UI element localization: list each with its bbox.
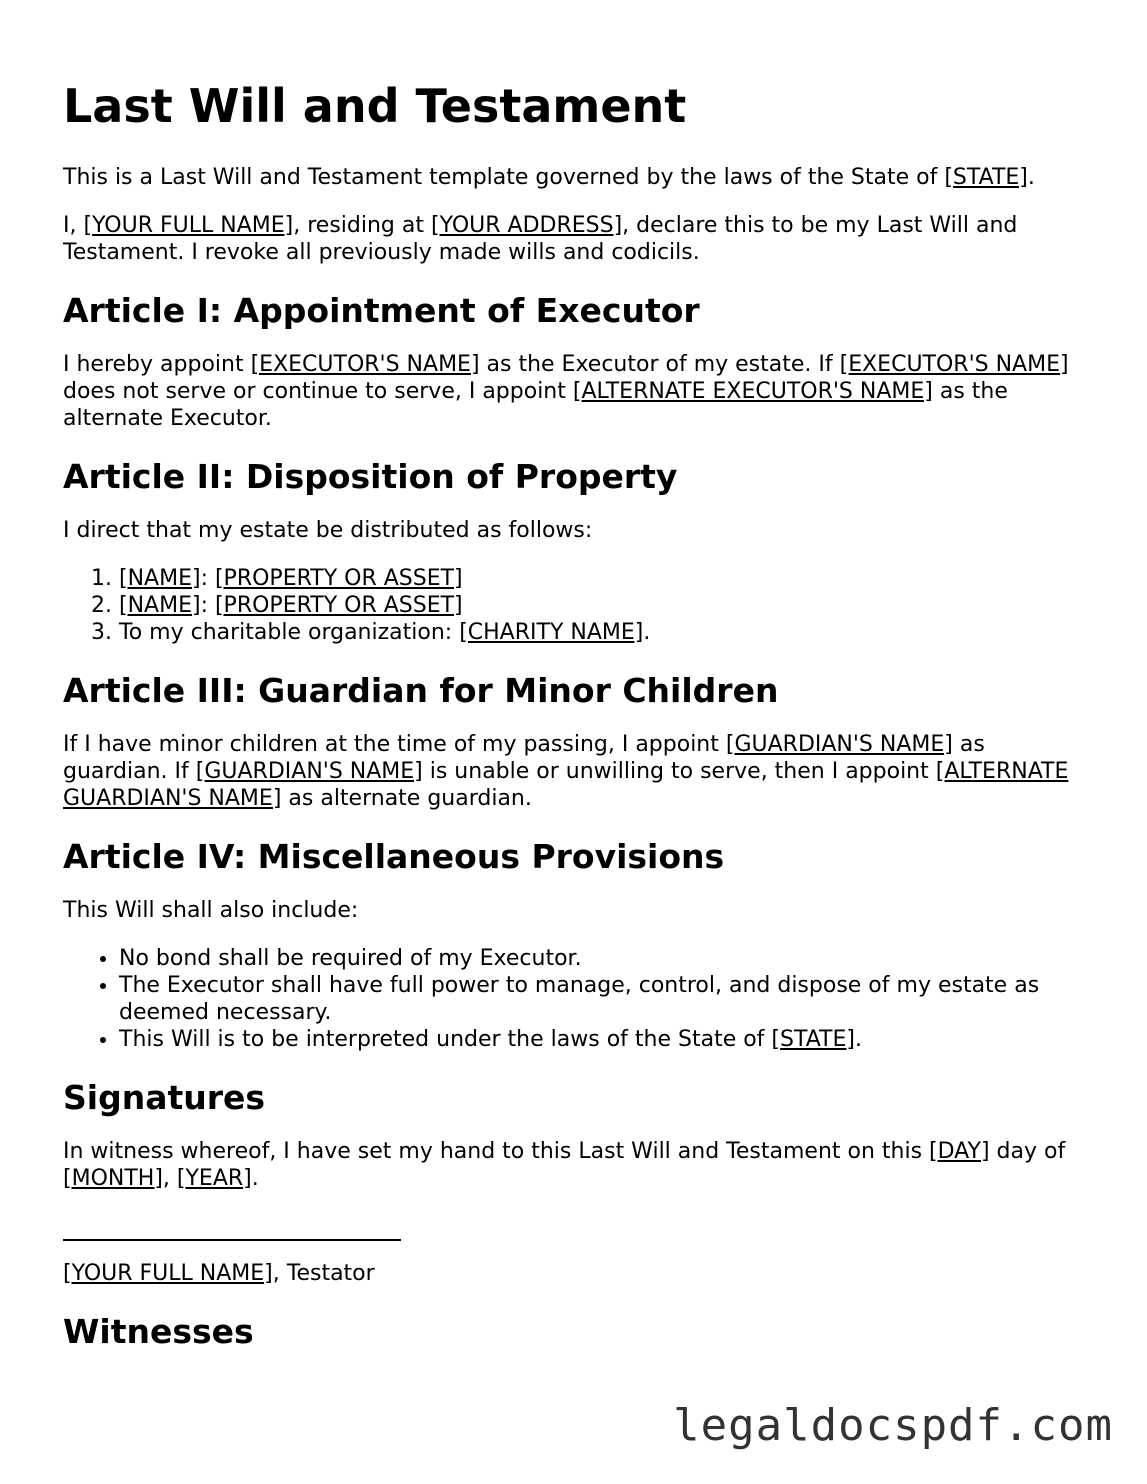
signatures-text: .: [251, 1166, 259, 1191]
provisions-list: [63, 945, 1093, 1053]
signatures-text: In witness whereof, I have set my hand to this Last Will and Testament on this: [63, 1139, 930, 1164]
list-item: [119, 1026, 1093, 1053]
year-placeholder[interactable]: [YEAR]: [176, 1166, 252, 1191]
document-title: Last Will and Testament: [63, 79, 687, 133]
witnesses-heading: Witnesses: [63, 1312, 254, 1351]
article-1-text: does not serve or continue to serve, I appoint: [63, 379, 573, 404]
article-1-text: I hereby appoint: [63, 352, 251, 377]
signatures-paragraph: [63, 1138, 1093, 1192]
list-item: • No bond shall be required of my Executor.: [119, 945, 1093, 972]
signatures-text: day of: [989, 1139, 1066, 1164]
executor-name-placeholder[interactable]: [EXECUTOR'S NAME]: [839, 352, 1069, 377]
article-3-text: If I have minor children at the time of my passing, I appoint: [63, 732, 726, 757]
month-placeholder[interactable]: [MONTH]: [63, 1166, 163, 1191]
article-1-text: as the alternate Executor.: [63, 379, 1008, 431]
guardian-name-placeholder[interactable]: [GUARDIAN'S NAME]: [725, 732, 953, 757]
list-item: • The Executor shall have full power to manage, control, and dispose of my estate as deemed necessary.: [119, 972, 1093, 1026]
document-page: [63, 78, 1093, 1372]
article-3-heading: Article III: Guardian for Minor Children: [63, 671, 779, 710]
watermark: legaldocspdf.com: [673, 1400, 1113, 1451]
asset-placeholder[interactable]: [PROPERTY OR ASSET]: [214, 566, 463, 591]
article-3-text: as guardian. If: [63, 732, 985, 784]
testator-name-placeholder[interactable]: [YOUR FULL NAME]: [63, 1261, 273, 1286]
intro-paragraph: [63, 164, 1093, 191]
testator-line: [63, 1260, 1093, 1287]
separator: :: [200, 593, 215, 618]
article-2-intro: I direct that my estate be distributed as follows:: [63, 518, 593, 543]
article-1-paragraph: [63, 351, 1093, 432]
list-item: [119, 592, 1093, 619]
provision-text: This Will is to be interpreted under the laws of the State of: [119, 1027, 772, 1052]
article-3-text: is unable or unwilling to serve, then I appoint: [422, 759, 936, 784]
signatures-text: ,: [162, 1166, 177, 1191]
guardian-name-placeholder[interactable]: [GUARDIAN'S NAME]: [195, 759, 423, 784]
beneficiary-name-placeholder[interactable]: [NAME]: [119, 593, 201, 618]
article-3-paragraph: [63, 731, 1093, 812]
charity-end: .: [643, 620, 651, 645]
declaration-text: I,: [63, 213, 84, 238]
article-1-text: as the Executor of my estate. If: [479, 352, 840, 377]
alternate-guardian-placeholder[interactable]: [ALTERNATE GUARDIAN'S NAME]: [63, 759, 1069, 811]
testator-label: , Testator: [272, 1261, 375, 1286]
declaration-text: , residing at: [293, 213, 431, 238]
asset-placeholder[interactable]: [PROPERTY OR ASSET]: [214, 593, 463, 618]
separator: :: [200, 566, 215, 591]
charity-text: To my charitable organization:: [119, 620, 460, 645]
address-placeholder[interactable]: [YOUR ADDRESS]: [431, 213, 623, 238]
alternate-executor-placeholder[interactable]: [ALTERNATE EXECUTOR'S NAME]: [572, 379, 933, 404]
article-4-intro: This Will shall also include:: [63, 898, 359, 923]
distribution-list: [63, 565, 1093, 646]
article-3-text: as alternate guardian.: [281, 786, 532, 811]
signature-line[interactable]: [63, 1239, 401, 1241]
charity-name-placeholder[interactable]: [CHARITY NAME]: [459, 620, 644, 645]
signatures-heading: Signatures: [63, 1078, 266, 1117]
provision-end: .: [854, 1027, 862, 1052]
list-item: [119, 565, 1093, 592]
declaration-text: , declare this to be my Last Will and Testament. I revoke all previously made wills and codicils.: [63, 213, 1018, 265]
state-placeholder[interactable]: [STATE]: [771, 1027, 855, 1052]
state-placeholder[interactable]: [STATE]: [944, 165, 1028, 190]
article-4-heading: Article IV: Miscellaneous Provisions: [63, 837, 725, 876]
day-placeholder[interactable]: [DAY]: [929, 1139, 990, 1164]
executor-name-placeholder[interactable]: [EXECUTOR'S NAME]: [250, 352, 480, 377]
declaration-paragraph: [63, 212, 1093, 266]
beneficiary-name-placeholder[interactable]: [NAME]: [119, 566, 201, 591]
list-item: [119, 619, 1093, 646]
intro-end: .: [1027, 165, 1035, 190]
article-2-heading: Article II: Disposition of Property: [63, 457, 678, 496]
full-name-placeholder[interactable]: [YOUR FULL NAME]: [83, 213, 294, 238]
article-1-heading: Article I: Appointment of Executor: [63, 291, 700, 330]
intro-text: This is a Last Will and Testament template governed by the laws of the State of: [63, 165, 945, 190]
